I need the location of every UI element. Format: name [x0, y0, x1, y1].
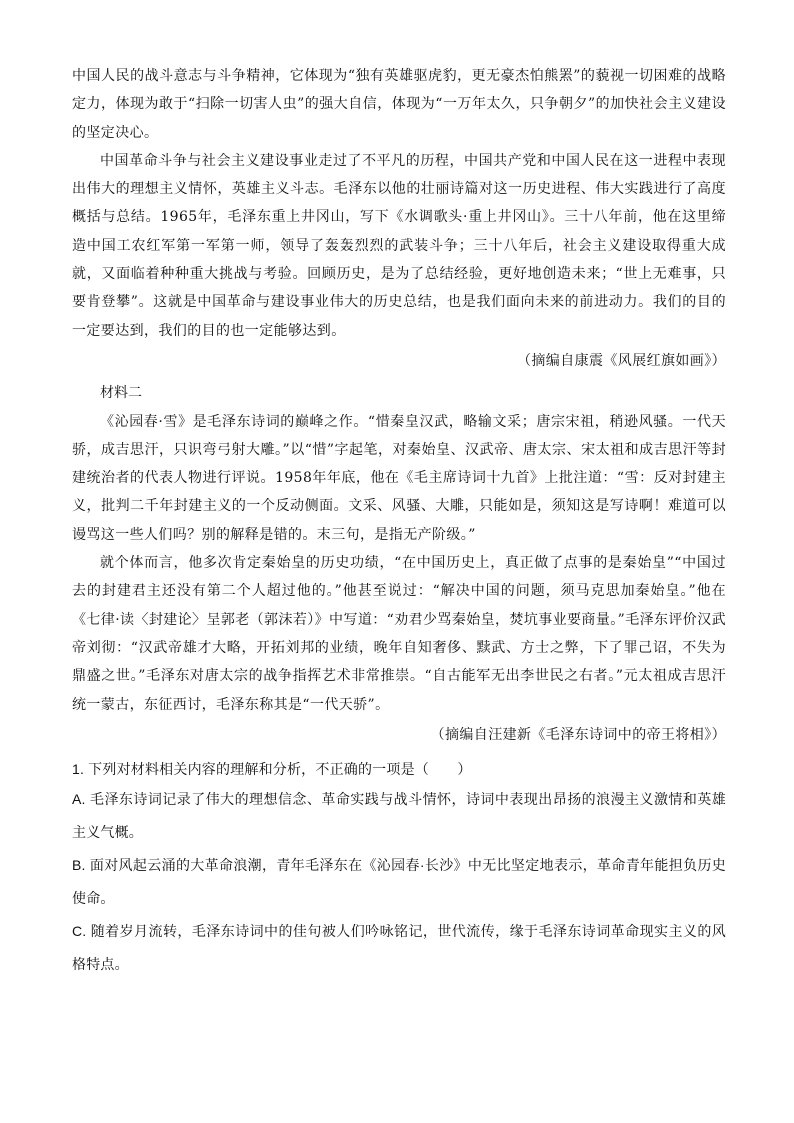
option-c: C. 随着岁月流转，毛泽东诗词中的佳句被人们吟咏铭记，世代流传，缘于毛泽东诗词革命现实主义的风格特点。	[72, 923, 726, 973]
material-two-heading: 材料二	[100, 385, 142, 402]
option-b: B. 面对风起云涌的大革命浪潮，青年毛泽东在《沁园春·长沙》中无比坚定地表示，革命青年能担负历史使命。	[72, 857, 726, 907]
material-one-paragraph-2: 中国革命斗争与社会主义建设事业走过了不平凡的历程，中国共产党和中国人民在这一进程中表现出伟大的理想主义情怀，英雄主义斗志。毛泽东以他的壮丽诗篇对这一历史进程、伟大实践进行了高度概括与总结。1965年，毛泽东重上井冈山，写下《水调歌头·重上井冈山》。三十八年前，他在这里缔造中国工农红军第一军第一师，领导了轰轰烈烈的武装斗争；三十八年后，社会主义建设取得重大成就，又面临着种种重大挑战与考验。回顾历史，是为了总结经验，更好地创造未来；“世上无难事，只要肯登攀”。这就是中国革命与建设事业伟大的历史总结，也是我们面向未来的前进动力。我们的目的一定要达到，我们的目的也一定能够达到。	[72, 152, 726, 339]
material-two-paragraph-1: 《沁园春·雪》是毛泽东诗词的巅峰之作。“惜秦皇汉武，略输文采；唐宗宋祖，稍逊风骚。一代天骄，成吉思汗，只识弯弓射大雕。”以“惜”字起笔，对秦始皇、汉武帝、唐太宗、宋太祖和成吉思汗等封建统治者的代表人物进行评说。1958年年底，他在《毛主席诗词十九首》上批注道：“雪：反对封建主义，批判二千年封建主义的一个反动侧面。文采、风骚、大雕，只能如是，须知这是写诗啊！难道可以谩骂这一些人们吗？别的解释是错的。末三句，是指无产阶级。”	[72, 413, 726, 543]
material-one-source: （摘编自康震《风展红旗如画》）	[517, 352, 726, 369]
material-one-paragraph-1: 中国人民的战斗意志与斗争精神，它体现为“独有英雄驱虎豹，更无豪杰怕熊罴”的藐视一切困难的战略定力，体现为敢于“扫除一切害人虫”的强大自信，体现为“一万年太久，只争朝夕”的加快社会主义建设的坚定决心。	[72, 68, 726, 141]
question-stem: 1. 下列对材料相关内容的理解和分析，不正确的一项是（ ）	[72, 761, 472, 778]
document-page	[72, 62, 726, 981]
option-a: A. 毛泽东诗词记录了伟大的理想信念、革命实践与战斗情怀，诗词中表现出昂扬的浪漫主义激情和英雄主义气概。	[72, 791, 726, 841]
material-two-paragraph-2: 就个体而言，他多次肯定秦始皇的历史功绩，“在中国历史上，真正做了点事的是秦始皇”“中国过去的封建君主还没有第二个人超过他的。”他甚至说过：“解决中国的问题，须马克思加秦始皇。”他在《七律·读〈封建论〉呈郭老（郭沫若）》中写道：“劝君少骂秦始皇，焚坑事业要商量。”毛泽东评价汉武帝刘彻：“汉武帝雄才大略，开拓刘邦的业绩，晚年自知奢侈、黩武、方士之弊，下了罪己诏，不失为鼎盛之世。”毛泽东对唐太宗的战争指挥艺术非常推崇。“自古能军无出李世民之右者。”元太祖成吉思汗统一蒙古，东征西讨，毛泽东称其是“一代天骄”。	[72, 555, 726, 713]
material-two-source: （摘编自汪建新《毛泽东诗词中的帝王将相》）	[430, 726, 726, 743]
